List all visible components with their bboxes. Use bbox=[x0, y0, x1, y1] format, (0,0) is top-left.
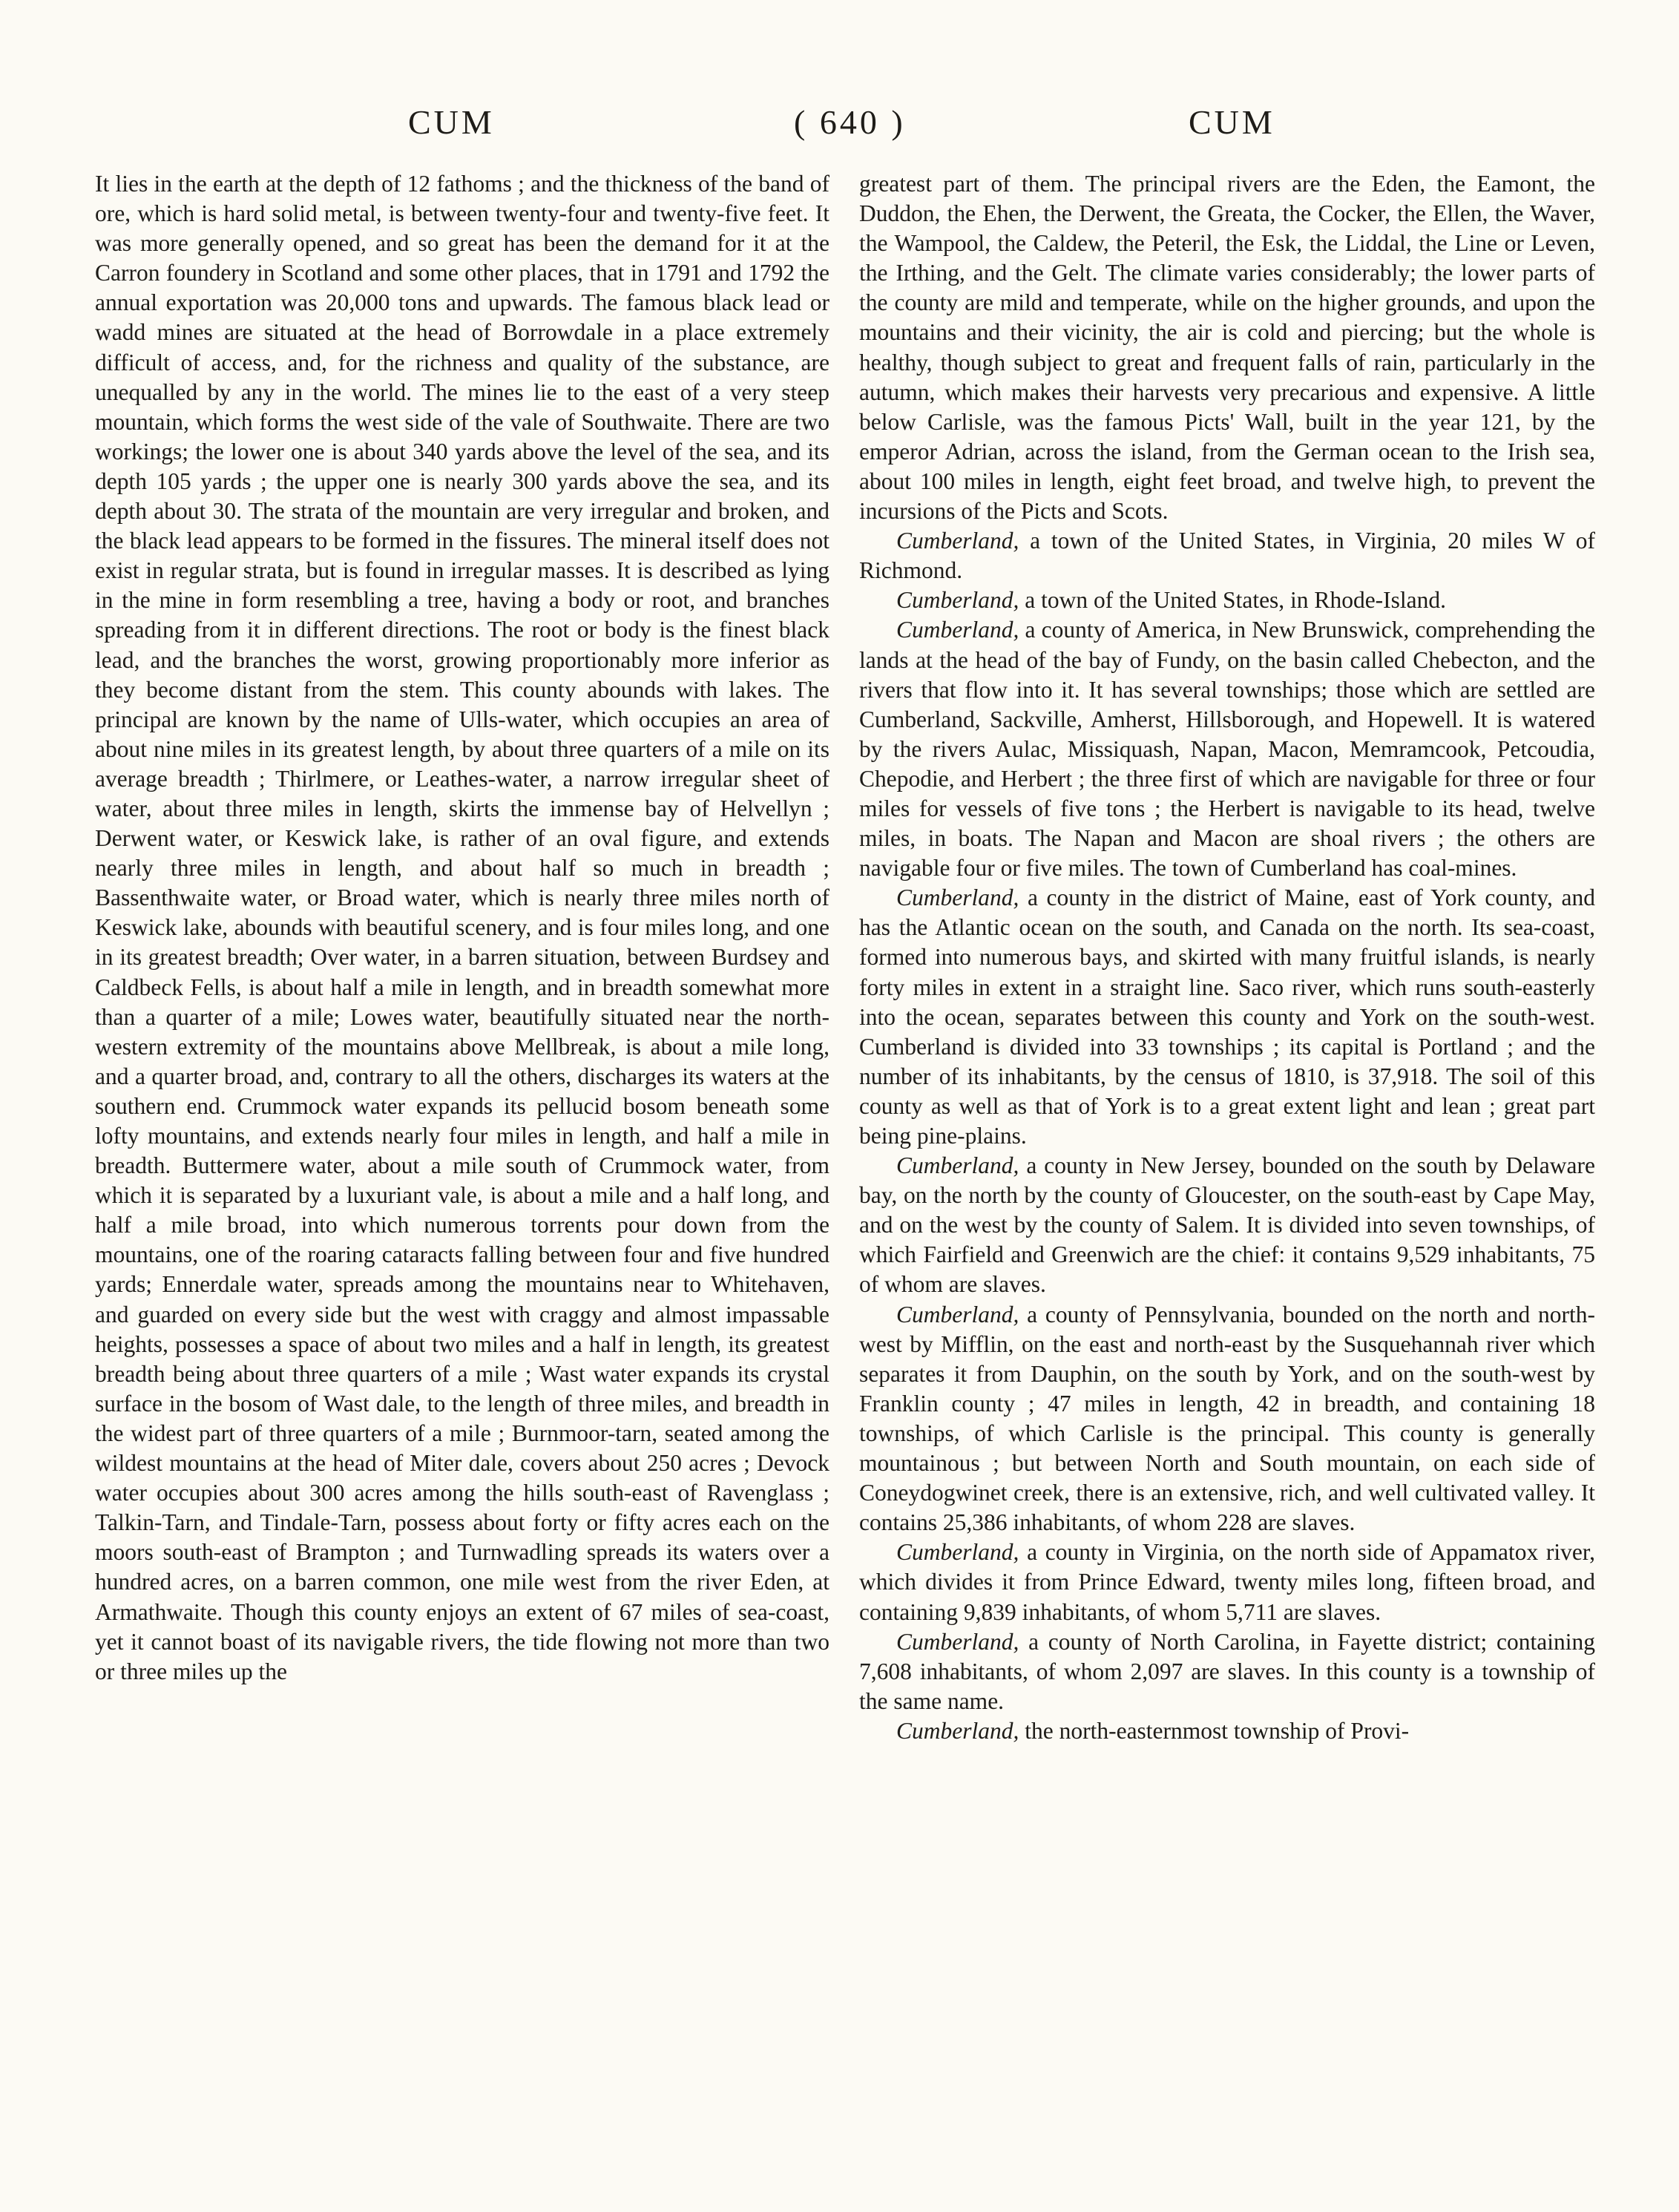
entry-headword: Cumberland, bbox=[896, 1628, 1019, 1655]
entry-text: a county in New Jersey, bounded on the south by Delaware bay, on the north by the county of Gloucester, on the south-east by Cape May, and on the west by the county of Salem. It is divided into seven townships, of which Fairfield and Greenwich are the chief: it contains 9,529 inhabitants, 75 of whom are slaves. bbox=[859, 1152, 1595, 1298]
left-column bbox=[95, 169, 829, 1687]
entry-cumberland-virginia-county bbox=[859, 1537, 1595, 1627]
entry-cumberland-providence bbox=[859, 1716, 1595, 1746]
entry-headword: Cumberland, bbox=[896, 1717, 1019, 1744]
entry-text: a county of Pennsylvania, bounded on the north and north-west by Mifflin, on the east and north-east by the Susquehannah river which separates it from Dauphin, on the south by York, and on the south-west by Franklin county ; 47 miles in length, 42 in breadth, and containing 18 townships, of which Carlisle is the principal. This county is generally mountainous ; but between North and South mountain, on each side of Coneydogwinet creek, there is an extensive, rich, and well cultivated valley. It contains 25,386 inhabitants, of whom 228 are slaves. bbox=[859, 1301, 1595, 1536]
entry-headword: Cumberland, bbox=[896, 528, 1019, 554]
entry-headword: Cumberland, bbox=[896, 1301, 1019, 1327]
right-column bbox=[859, 169, 1595, 1746]
entry-text: a town of the United States, in Rhode-Island. bbox=[1019, 587, 1447, 614]
entry-cumberland-virginia-town bbox=[859, 526, 1595, 585]
entry-cumberland-maine bbox=[859, 883, 1595, 1151]
entry-cumberland-north-carolina bbox=[859, 1627, 1595, 1716]
running-header bbox=[0, 102, 1679, 147]
entry-headword: Cumberland, bbox=[896, 885, 1019, 911]
entry-text: a county of North Carolina, in Fayette district; containing 7,608 inhabitants, of whom 2,097 are slaves. In this county is a township of the same name. bbox=[859, 1628, 1595, 1714]
paragraph-cumberland-rivers-climate: greatest part of them. The principal rivers are the Eden, the Eamont, the Duddon, the Ehen, the Derwent, the Greata, the Cocker, the Ellen, the Waver, the Wampool, the Caldew, the Peteril, the Esk, the Liddal, the Line or Leven, the Irthing, and the Gelt. The climate varies considerably; the lower parts of the county are mild and temperate, while on the higher grounds, and upon the mountains and their vicinity, the air is cold and piercing; but the whole is healthy, though subject to great and frequent falls of rain, particularly in the autumn, which makes their harvests very precarious and expensive. A little below Carlisle, was the famous Picts' Wall, built in the year 121, by the emperor Adrian, across the island, from the German ocean to the Irish sea, about 100 miles in length, eight feet broad, and twelve high, to prevent the incursions of the Picts and Scots. bbox=[859, 171, 1595, 525]
entry-headword: Cumberland, bbox=[896, 1539, 1019, 1566]
entry-cumberland-new-brunswick bbox=[859, 615, 1595, 883]
entry-headword: Cumberland, bbox=[896, 1152, 1019, 1179]
entry-cumberland-pennsylvania bbox=[859, 1300, 1595, 1538]
page-number: ( 640 ) bbox=[794, 103, 906, 141]
entry-cumberland-rhode-island bbox=[859, 585, 1595, 615]
entry-text: a town of the United States, in Virginia, 20 miles W of Richmond. bbox=[859, 528, 1595, 584]
header-right-title: CUM bbox=[1189, 103, 1275, 141]
paragraph-cumberland-minerals-lakes: It lies in the earth at the depth of 12 fathoms ; and the thickness of the band of ore, which is hard solid metal, is between twenty-four and twenty-five feet. It was more generally opened, and so great has been the demand for it at the Carron foundery in Scotland and some other places, that in 1791 and 1792 the annual exportation was 20,000 tons and upwards. The famous black lead or wadd mines are situated at the head of Borrowdale in a place extremely difficult of access, and, for the richness and quality of the substance, are unequalled by any in the world. The mines lie to the east of a very steep mountain, which forms the west side of the vale of Southwaite. There are two workings; the lower one is about 340 yards above the level of the sea, and its depth 105 yards ; the upper one is nearly 300 yards above the sea, and its depth about 30. The strata of the mountain are very irregular and broken, and the black lead appears to be formed in the fissures. The mineral itself does not exist in regular strata, but is found in irregular masses. It is described as lying in the mine in form resembling a tree, having a body or root, and branches spreading from it in different directions. The root or body is the finest black lead, and the branches the worst, growing proportionably more inferior as they become distant from the stem. This county abounds with lakes. The principal are known by the name of Ulls-water, which occupies an area of about nine miles in its greatest length, by about three quarters of a mile on its average breadth ; Thirlmere, or Leathes-water, a narrow irregular sheet of water, about three miles in length, skirts the immense bay of Helvellyn ; Derwent water, or Keswick lake, is rather of an oval figure, and extends nearly three miles in length, and about half so much in breadth ; Bassenthwaite water, or Broad water, which is nearly three miles north of Keswick lake, abounds with beautiful scenery, and is four miles long, and one in its greatest breadth; Over water, in a barren situation, between Burdsey and Caldbeck Fells, is about half a mile in length, and in breadth somewhat more than a quarter of a mile; Lowes water, beautifully situated near the north-western extremity of the mountains above Mellbreak, is about a mile long, and a quarter broad, and, contrary to all the others, discharges its waters at the southern end. Crummock water expands its pellucid bosom beneath some lofty mountains, and extends nearly four miles in length, and half a mile in breadth. Buttermere water, about a mile south of Crummock water, from which it is separated by a luxuriant vale, is about a mile and a half long, and half a mile broad, into which numerous torrents pour down from the mountains, one of the roaring cataracts falling between four and five hundred yards; Ennerdale water, spreads among the mountains near to Whitehaven, and guarded on every side but the west with craggy and almost impassable heights, possesses a space of about two miles and a half in length, its greatest breadth being about three quarters of a mile ; Wast water expands its crystal surface in the bosom of Wast dale, to the length of three miles, and breadth in the widest part of three quarters of a mile ; Burnmoor-tarn, seated among the wildest mountains at the head of Miter dale, covers about 250 acres ; Devock water occupies about 300 acres among the hills south-east of Ravenglass ; Talkin-Tarn, and Tindale-Tarn, possess about forty or fifty acres each on the moors south-east of Brampton ; and Turnwadling spreads its waters over a hundred acres, on a barren common, one mile west from the river Eden, at Armathwaite. Though this county enjoys an extent of 67 miles of sea-coast, yet it cannot boast of its navigable rivers, the tide flowing not more than two or three miles up the bbox=[95, 171, 829, 1684]
entry-cumberland-new-jersey bbox=[859, 1151, 1595, 1299]
header-left-title: CUM bbox=[408, 103, 495, 141]
entry-text: a county in Virginia, on the north side of Appamatox river, which divides it from Prince Edward, twenty miles long, fifteen broad, and containing 9,839 inhabitants, of whom 5,711 are slaves. bbox=[859, 1539, 1595, 1625]
entry-headword: Cumberland, bbox=[896, 587, 1019, 614]
entry-text: a county in the district of Maine, east of York county, and has the Atlantic ocean on the south, and Canada on the north. Its sea-coast, formed into numerous bays, and skirted with many fruitful islands, is nearly forty miles in extent in a straight line. Saco river, which runs south-easterly into the ocean, separates between this county and York on the south-west. Cumberland is divided into 33 townships ; its capital is Portland ; and the number of its inhabitants, by the census of 1810, is 37,918. The soil of this county as well as that of York is to a great extent light and lean ; great part being pine-plains. bbox=[859, 885, 1595, 1149]
entry-headword: Cumberland, bbox=[896, 617, 1019, 643]
entry-text: a county of America, in New Brunswick, comprehending the lands at the head of the bay of Fundy, on the basin called Chebecton, and the rivers that flow into it. It has several townships; those which are settled are Cumberland, Sackville, Amherst, Hillsborough, and Hopewell. It is watered by the rivers Aulac, Missiquash, Napan, Macon, Memramcook, Petcoudia, Chepodie, and Herbert ; the three first of which are navigable for three or four miles for vessels of five tons ; the Herbert is navigable to its head, twelve miles, in boats. The Napan and Macon are shoal rivers ; the others are navigable four or five miles. The town of Cumberland has coal-mines. bbox=[859, 617, 1595, 882]
entry-text: the north-easternmost township of Provi- bbox=[1019, 1717, 1410, 1744]
